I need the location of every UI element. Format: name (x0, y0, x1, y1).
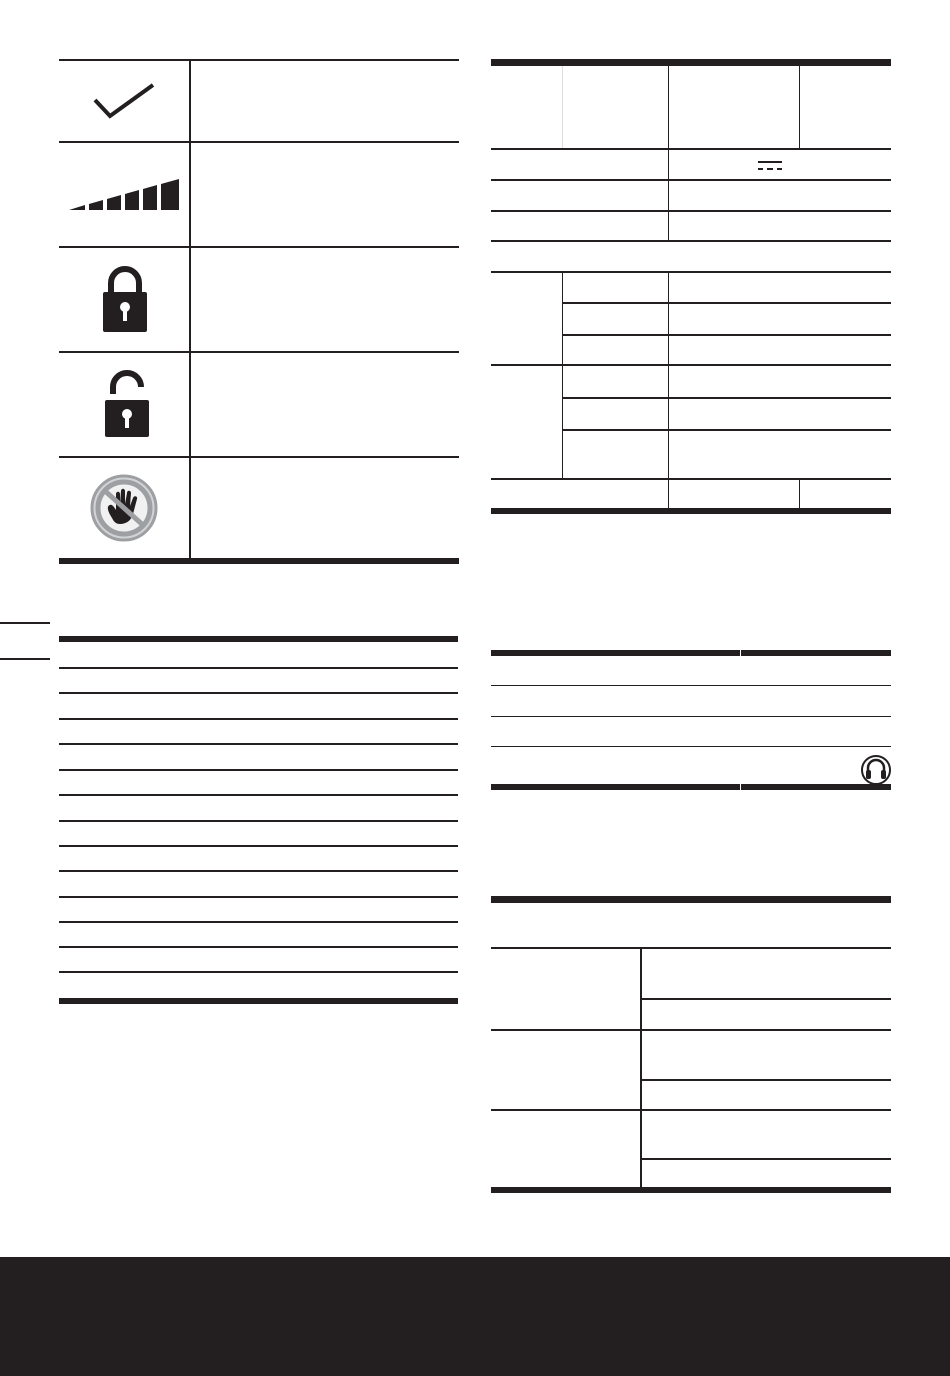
ear-protection-icon (860, 755, 892, 785)
dc-voltage-icon (757, 159, 783, 173)
list-item (59, 718, 458, 720)
list-item (59, 870, 458, 872)
list-item (59, 667, 458, 669)
speed-bars-icon (69, 178, 181, 212)
no-hand-prohibition-icon (90, 474, 158, 542)
lock-closed-icon (102, 265, 148, 333)
list-item (59, 769, 458, 771)
list-item (59, 896, 458, 898)
lock-open-icon (104, 370, 150, 438)
footer-bar (0, 1257, 950, 1376)
list-item (59, 743, 458, 745)
list-item (59, 845, 458, 847)
list-item (59, 921, 458, 923)
checkmark-icon (92, 82, 156, 120)
list-item (59, 692, 458, 694)
list-item (59, 820, 458, 822)
list-item (59, 794, 458, 796)
list-item (59, 971, 458, 973)
list-item (59, 946, 458, 948)
